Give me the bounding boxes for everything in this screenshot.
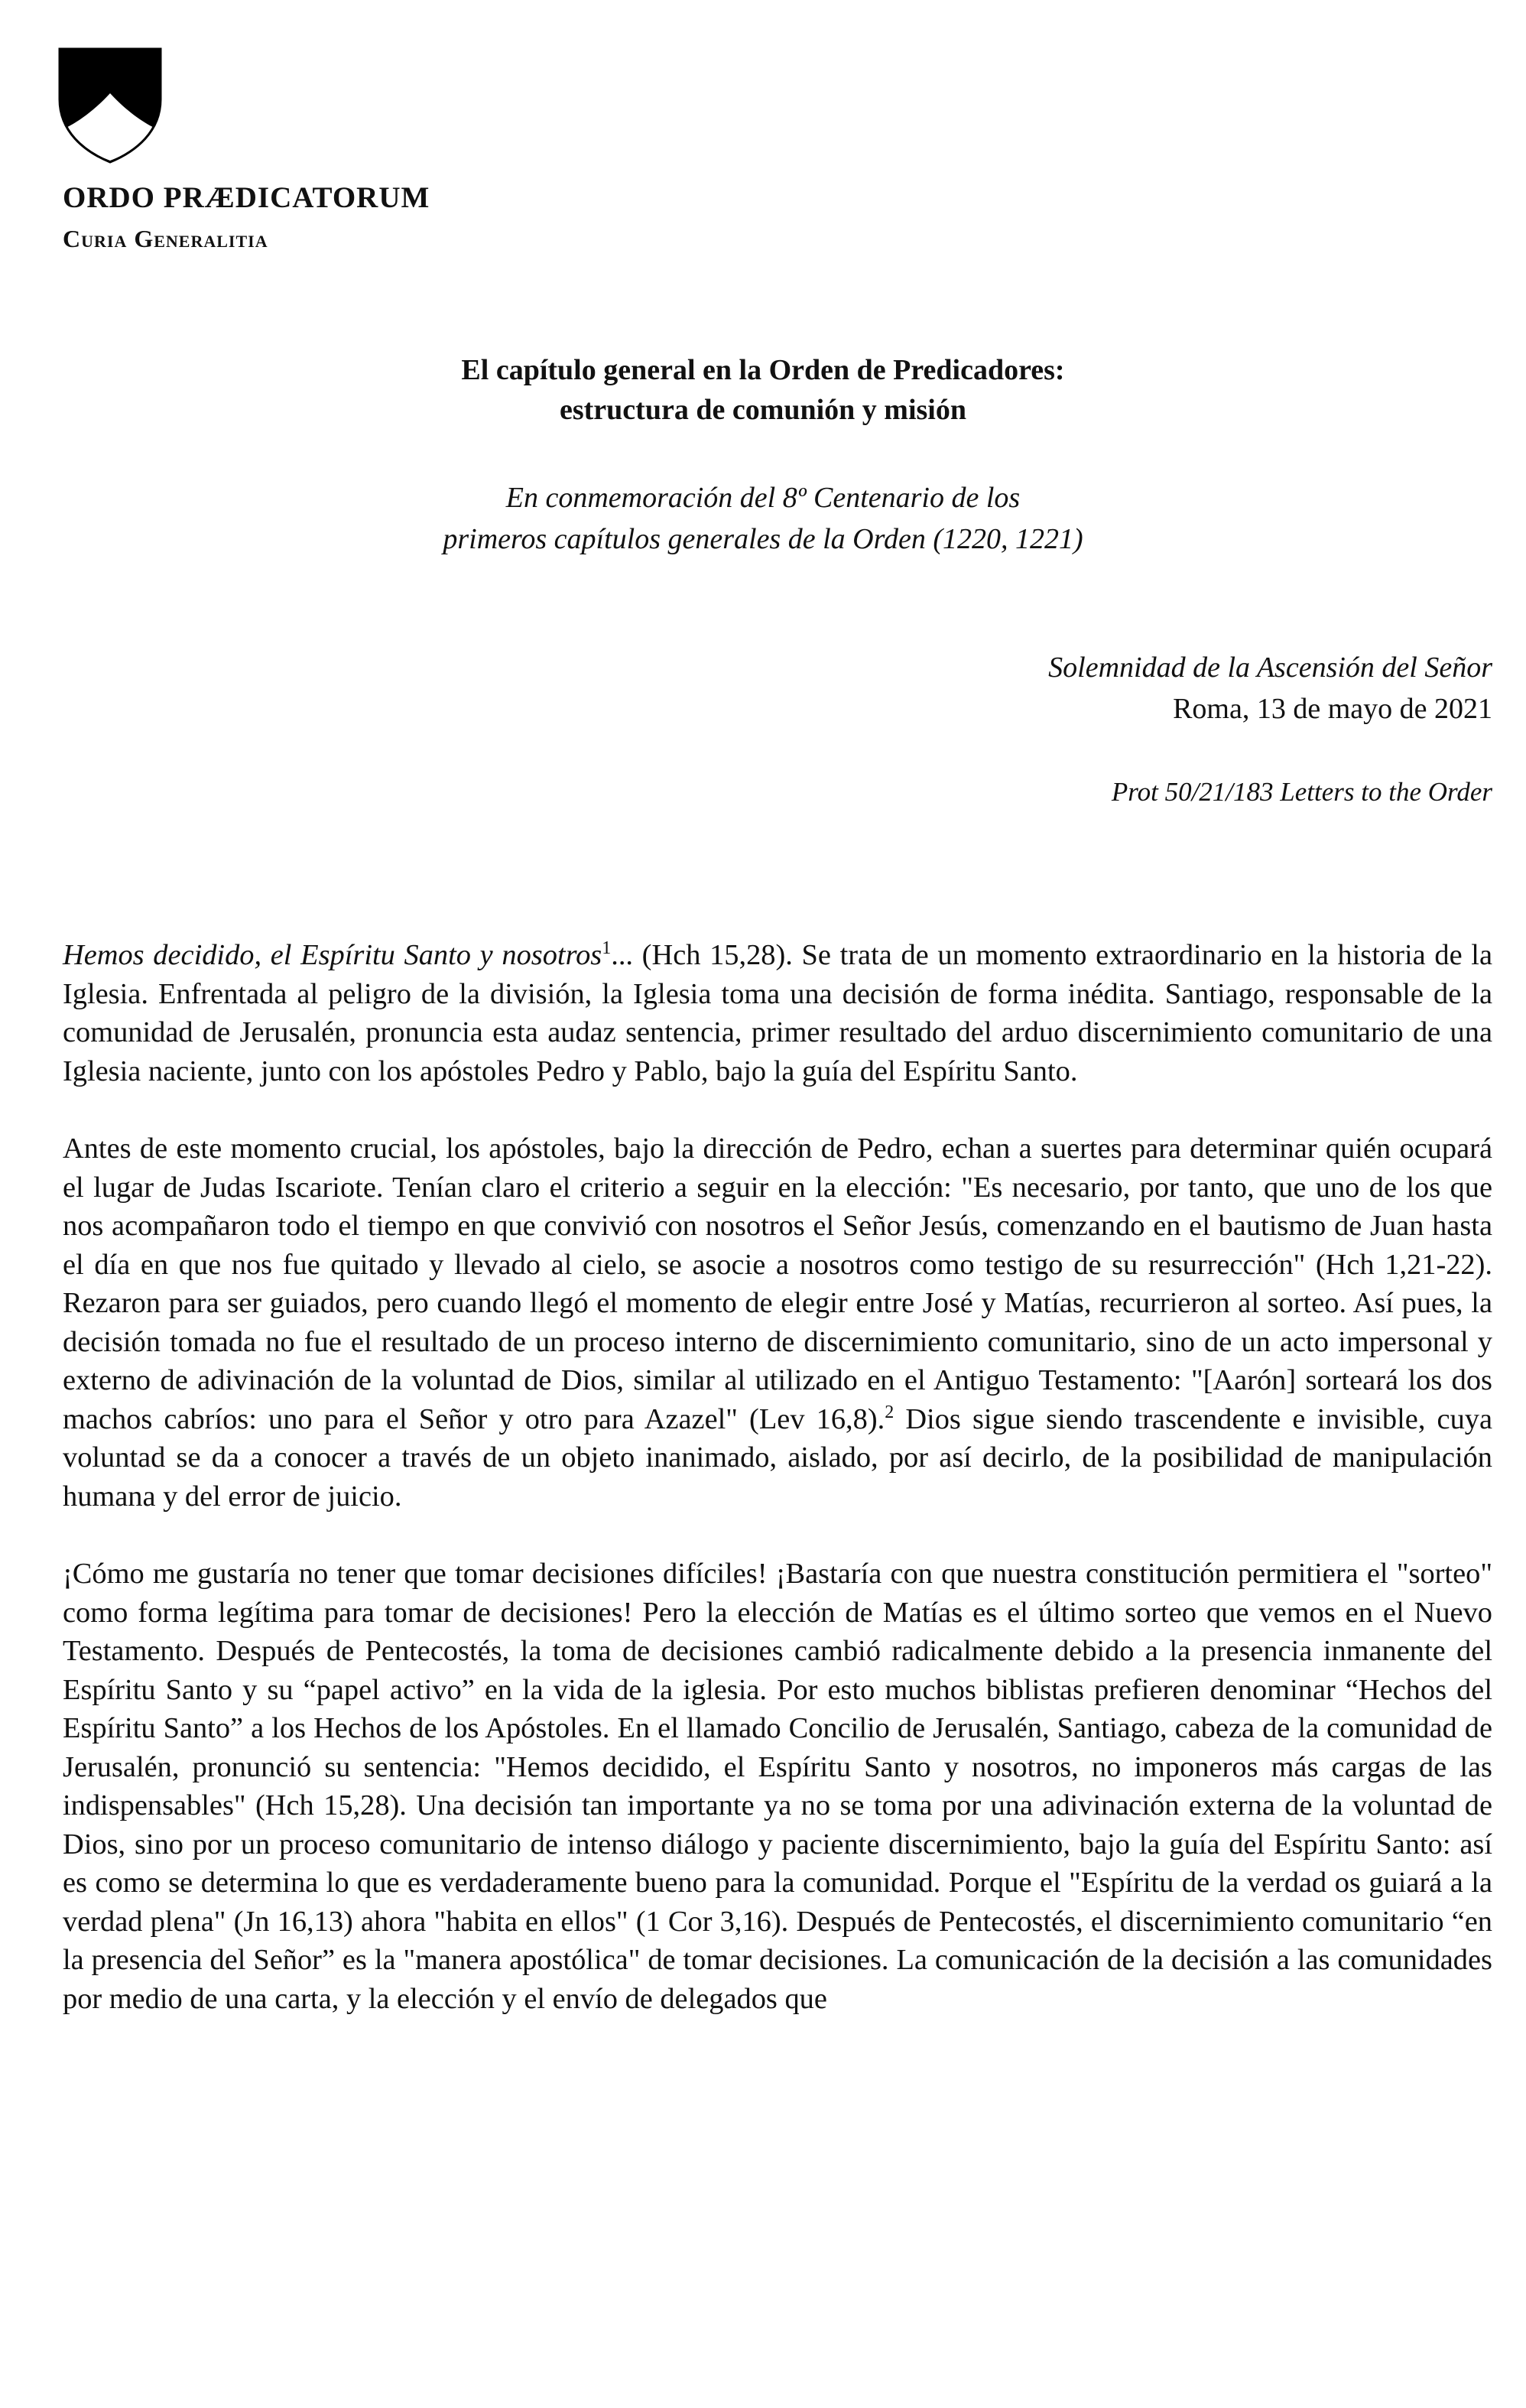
letter-subtitle: [229, 477, 1297, 560]
letter-body: [63, 936, 1492, 2057]
footnote-ref-2[interactable]: 2: [885, 1402, 894, 1422]
dominican-shield-icon: [57, 46, 164, 164]
feast-day: Solemnidad de la Ascensión del Señor: [1048, 652, 1492, 684]
title-line-2: estructura de comunión y misión: [560, 394, 966, 426]
subtitle-line-2: primeros capítulos generales de la Orden (1220, 1221): [443, 523, 1083, 555]
place-and-date: Roma, 13 de mayo de 2021: [1173, 693, 1492, 725]
opening-quote: Hemos decidido, el Espíritu Santo y nosotros: [63, 939, 602, 971]
paragraph-3: ¡Cómo me gustaría no tener que tomar decisiones difíciles! ¡Bastaría con que nuestra constitución permitiera el "sorteo" como forma legítima para tomar de decisiones! Pero la elección de Matías es el último sorteo que vemos en el Nuevo Testamento. Después de Pentecostés, la toma de decisiones cambió radicalmente debido a la presencia inmanente del Espíritu Santo y su “papel activo” en la vida de la iglesia. Por esto muchos biblistas prefieren denominar “Hechos del Espíritu Santo” a los Hechos de los Apóstoles. En el llamado Concilio de Jerusalén, Santiago, cabeza de la comunidad de Jerusalén, pronunció su sentencia: "Hemos decidido, el Espíritu Santo y nosotros, no imponeros más cargas de las indispensables" (Hch 15,28). Una decisión tan importante ya no se toma por una adivinación externa de la voluntad de Dios, sino por un proceso comunitario de intenso diálogo y paciente discernimiento, bajo la guía del Espíritu Santo: así es como se determina lo que es verdaderamente bueno para la comunidad. Porque el "Espíritu de la verdad os guiará a la verdad plena" (Jn 16,13) ahora "habita en ellos" (1 Cor 3,16). Después de Pentecostés, el discernimiento comunitario “en la presencia del Señor” es la "manera apostólica" de tomar decisiones. La comunicación de la decisión a las comunidades por medio de una carta, y la elección y el envío de delegados que: [63, 1558, 1492, 2015]
paragraph-1: [63, 936, 1492, 1090]
order-name: ORDO PRÆDICATORUM: [63, 181, 430, 214]
curia-name: Curia Generalitia: [63, 225, 268, 252]
title-line-1: El capítulo general en la Orden de Predicadores:: [461, 354, 1065, 386]
dateline: [1048, 647, 1492, 730]
paragraph-1-text: ... (Hch 15,28). Se trata de un momento extraordinario en la historia de la Iglesia. Enfrentada al peligro de la división, la Iglesia toma una decisión de forma inédita. Santiago, responsable de la comunidad de Jerusalén, pronuncia esta audaz sentencia, primer resultado del arduo discernimiento comunitario de una Iglesia naciente, junto con los apóstoles Pedro y Pablo, bajo la guía del Espíritu Santo.: [63, 939, 1492, 1087]
paragraph-2: [63, 1129, 1492, 1516]
letter-title: [229, 350, 1297, 430]
paragraph-2-text: Antes de este momento crucial, los apóstoles, bajo la dirección de Pedro, echan a suertes para determinar quién ocupará el lugar de Judas Iscariote. Tenían claro el criterio a seguir en la elección: "Es necesario, por tanto, que uno de los que nos acompañaron todo el tiempo en que convivió con nosotros el Señor Jesús, comenzando en el bautismo de Juan hasta el día en que nos fue quitado y llevado al cielo, se asocie a nosotros como testigo de su resurrección" (Hch 1,21-22). Rezaron para ser guiados, pero cuando llegó el momento de elegir entre José y Matías, recurrieron al sorteo. Así pues, la decisión tomada no fue el resultado de un proceso interno de discernimiento comunitario, sino de un acto impersonal y externo de adivinación de la voluntad de Dios, similar al utilizado en el Antiguo Testamento: "[Aarón] sorteará los dos machos cabríos: uno para el Señor y otro para Azazel" (Lev 16,8).: [63, 1133, 1492, 1435]
protocol-number: Prot 50/21/183 Letters to the Order: [1111, 777, 1492, 807]
paragraph-2-rest: Dios sigue siendo trascendente e invisible, cuya voluntad se da a conocer a través de un objeto inanimado, aislado, por así decirlo, de la posibilidad de manipulación humana y del error de juicio.: [63, 1402, 1492, 1513]
footnote-ref-1[interactable]: 1: [602, 938, 612, 958]
subtitle-line-1: En conmemoración del 8º Centenario de los: [505, 482, 1021, 514]
